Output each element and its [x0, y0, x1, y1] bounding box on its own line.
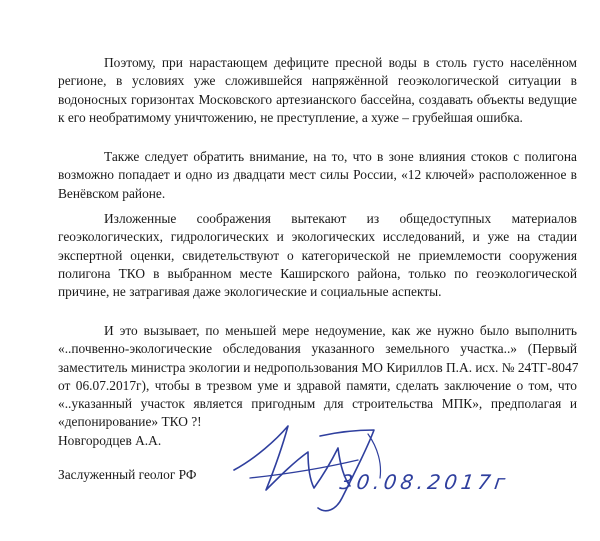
paragraph-12-springs	[58, 148, 577, 203]
paragraph-conclusion	[58, 322, 577, 432]
text-line: «..указанный участок является пригодным для строительства МПК», предполагая и	[58, 396, 577, 412]
text-line: Изложенные соображения вытекают из общедоступных материалов	[104, 211, 577, 226]
signatory-title: Заслуженный геолог РФ	[58, 467, 197, 482]
text-line: Также следует обратить внимание, на то, что в зоне влияния стоков с полигона	[104, 149, 577, 164]
signatory-name: Новгородцев А.А.	[58, 433, 162, 448]
text-line: экспертной оценки, свидетельствуют о категорической не приемлемости сооружения	[58, 247, 577, 263]
text-line: полигона ТКО в выбранном месте Каширского района, только по геоэкологической	[58, 265, 577, 281]
text-line: возможно попадает и одно из двадцати мест силы России, «12 ключей» расположенное в	[58, 167, 577, 183]
text-line: геоэкологических, гидрологических и экологических исследований, и уже на стадии	[58, 229, 577, 245]
text-line: причине, не затрагивая даже экологические и социальные аспекты.	[58, 284, 442, 300]
text-line: И это вызывает, по меньшей мере недоумение, как же нужно было выполнить	[104, 323, 577, 338]
text-line: от 06.07.2017г), чтобы в трезвом уме и здравой памяти, сделать заключение о том, что	[58, 377, 577, 393]
text-line: к его необратимому уничтожению, не преступление, а хуже – грубейшая ошибка.	[58, 109, 523, 125]
text-line: регионе, в условиях уже сложившейся напряжённой геоэкологической ситуации в	[58, 73, 577, 89]
text-line: «..почвенно-экологические обследования указанного земельного участка..» (Первый	[58, 341, 577, 357]
paragraph-considerations	[58, 210, 577, 301]
text-line: Поэтому, при нарастающем дефиците пресной воды в столь густо населённом	[104, 55, 577, 70]
handwritten-date: 30.08.2017г	[338, 470, 511, 494]
handwritten-signature	[228, 418, 588, 518]
text-line: Венёвском районе.	[58, 185, 166, 201]
paragraph-water-deficit	[58, 54, 577, 127]
text-line: «депонирование» ТКО ?!	[58, 414, 202, 430]
text-line: заместитель министра экологии и недропользования МО Кириллов П.А. исх. № 24ТГ-8047	[58, 359, 579, 375]
text-line: водоносных горизонтах Московского артезианского бассейна, создавать объекты ведущие	[58, 91, 577, 107]
